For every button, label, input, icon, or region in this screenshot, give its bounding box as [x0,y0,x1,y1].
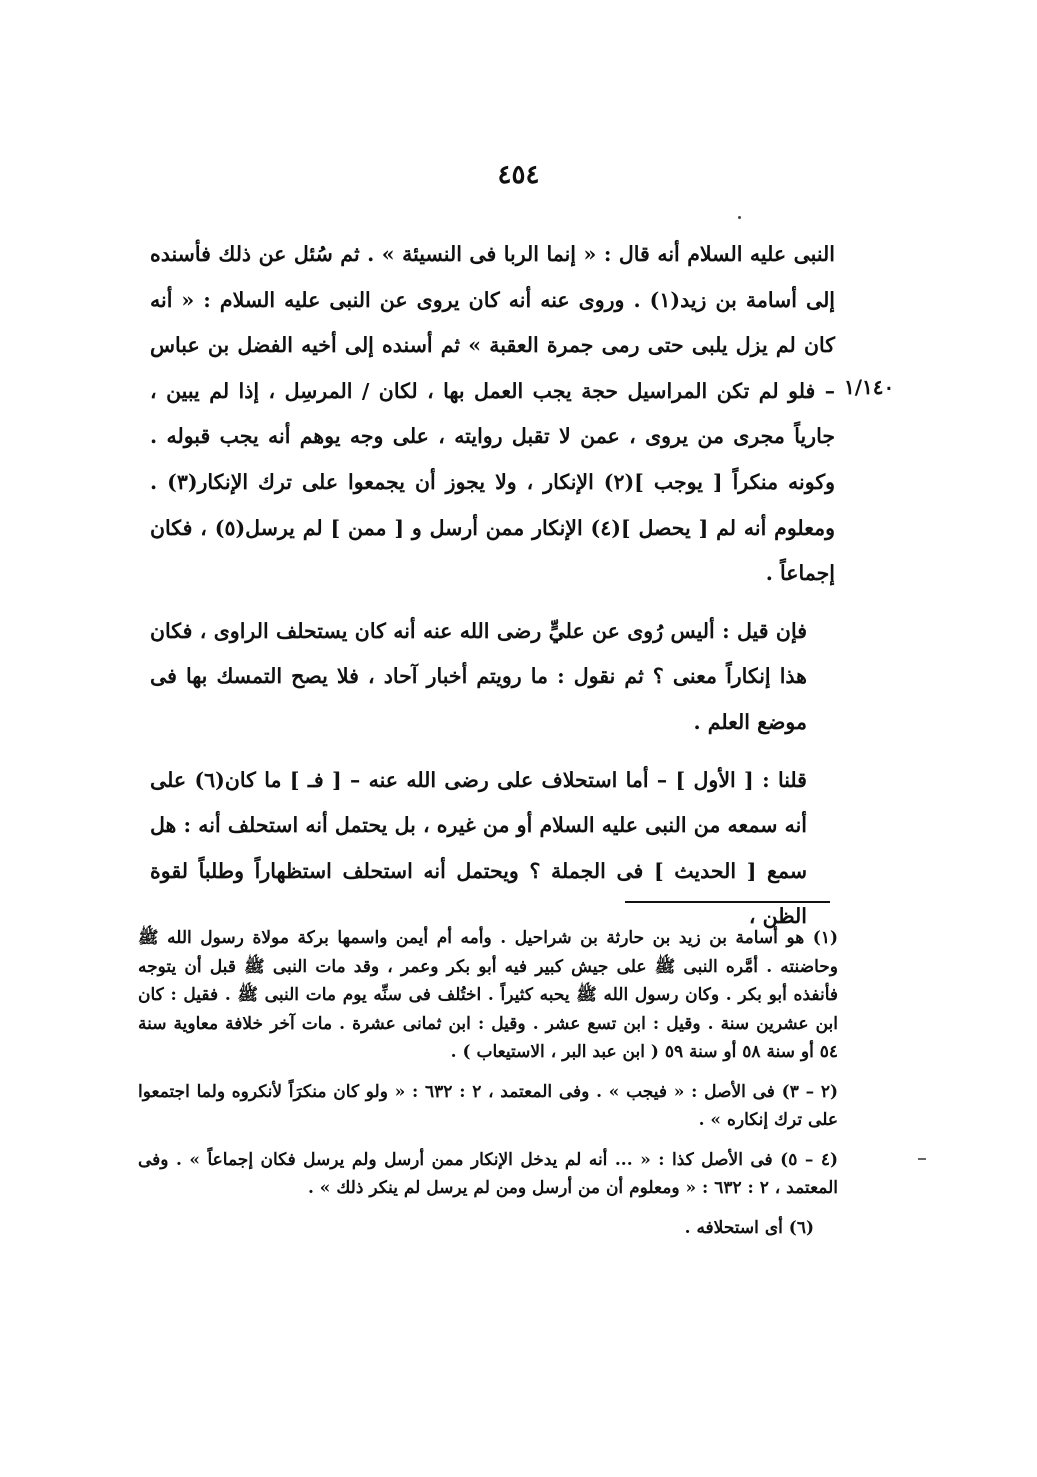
footnote: (٢ – ٣) فى الأصل : « فيجب » . وفى المعتمد ، ٢ : ٦٣٢ : « ولو كان منكرَاً لأنكروه ولما اجتمعوا على ترك إنكاره » . [138,1081,838,1130]
footnote: (٦) أى استحلافه . [684,1217,814,1238]
footnote: (٤ – ٥) فى الأصل كذا : « ... أنه لم يدخل الإنكار ممن أرسل ولم يرسل فكان إجماعاً » . وفى المعتمد ، ٢ : ٦٣٢ : « ومعلوم أن من أرسل ومن لم يرسل لم ينكر ذلك » . [138,1149,839,1198]
print-speck [918,1158,926,1160]
print-speck [738,216,741,219]
page-number: ٤٥٤ [497,160,540,190]
margin-reference: ١/١٤٠ [844,375,895,399]
footnote: (١) هو أسامة بن زيد بن حارثة بن شراحيل . وأمه أم أيمن واسمها بركة مولاة رسول الله ﷺ وحاضنته . أمَّره النبى ﷺ على جيش كبير فيه أبو بكر وعمر ، وقد مات النبى ﷺ قبل أن يتوجه فأنفذه أبو بكر . وكان رسول الله ﷺ يحبه كثيراً . اختُلف فى سنِّه يوم مات النبى ﷺ . فقيل : كان ابن عشرين سنة . وقيل : ابن تسع عشر . وقيل : ابن ثمانى عشرة . مات آخر خلافة معاوية سنة ٥٤ أو سنة ٥٨ أو سنة ٥٩ ( ابن عبد البر ، الاستيعاب ) . [138,928,838,1062]
body-paragraph: النبى عليه السلام أنه قال : « إنما الربا فى النسيئة » . ثم سُئل عن ذلك فأسنده إلى أسامة بن زيد(١) . وروى عنه أنه كان يروى عن النبى عليه السلام : « أنه كان لم يزل يلبى حتى رمى جمرة العقبة » ثم أسنده إلى أخيه الفضل بن عباس – فلو لم تكن المراسيل حجة يجب العمل بها ، لكان / المرسِل ، إذا لم يبين ، جارياً مجرى من يروى ، عمن لا تقبل روايته ، على وجه يوهم أنه يجب قبوله . وكونه منكراً [ يوجب ](٢) الإنكار ، ولا يجوز أن يجمعوا على ترك الإنكار(٣) . ومعلوم أنه لم [ يحصل ](٤) الإنكار ممن أرسل و [ ممن ] لم يرسل(٥) ، فكان إجماعاً . [150,242,836,586]
footnotes [138,924,838,1253]
footnote-divider [625,901,830,903]
body-paragraph: قلنا : [ الأول ] – أما استحلاف على رضى الله عنه – [ فـ ] ما كان(٦) على أنه سمعه من النبى عليه السلام أو من غيره ، بل يحتمل أنه استحلف أنه : هل سمع [ الحديث ] فى الجملة ؟ ويحتمل أنه استحلف استظهاراً وطلباً لقوة الظن ، [150,767,807,929]
body-paragraph: فإن قيل : أليس رُوى عن عليٍّ رضى الله عنه أنه كان يستحلف الراوى ، فكان هذا إنكاراً معنى ؟ ثم نقول : ما رويتم أخبار آحاد ، فلا يصح التمسك بها فى موضع العلم . [150,618,807,734]
main-text [150,232,835,940]
